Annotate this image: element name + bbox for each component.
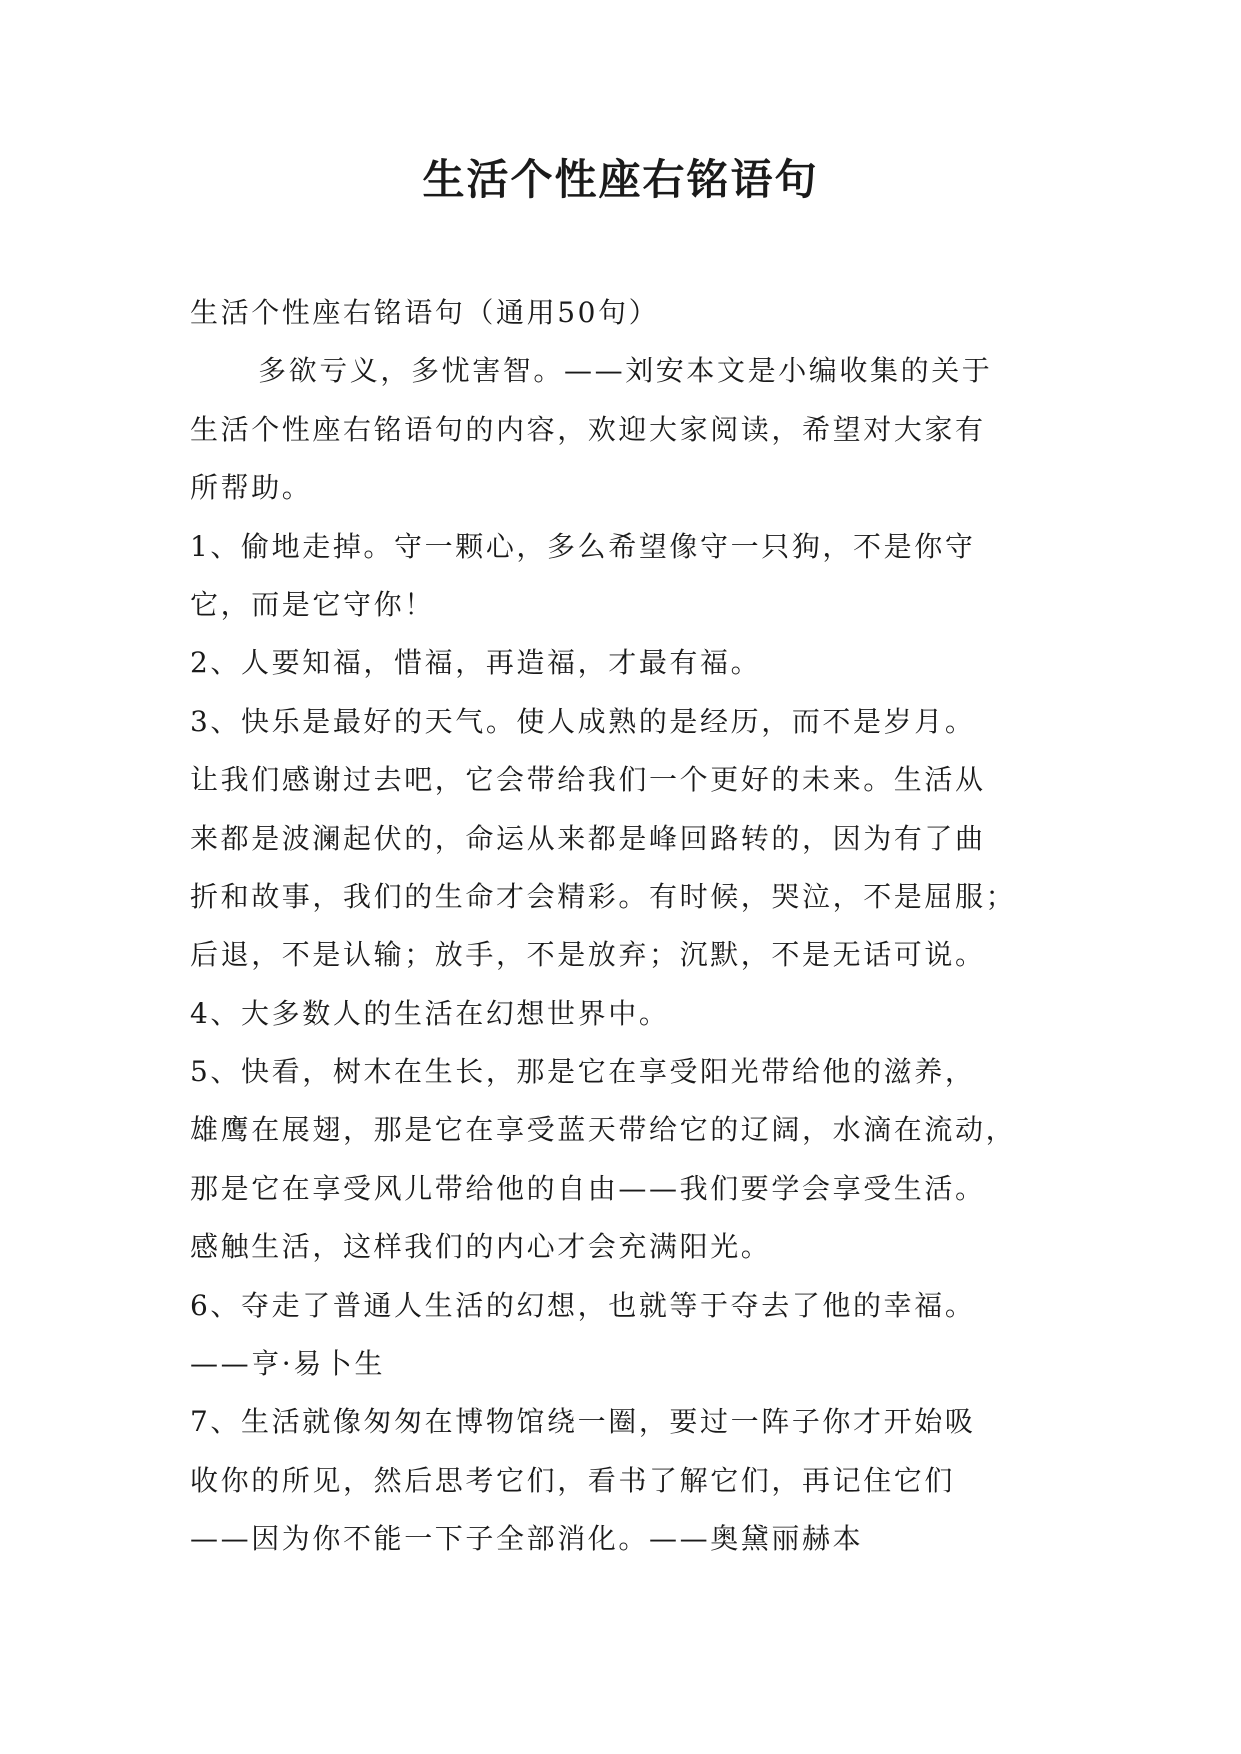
paragraph-line: 生活个性座右铭语句的内容，欢迎大家阅读，希望对大家有 [190, 412, 986, 446]
quote-line: 让我们感谢过去吧，它会带给我们一个更好的未来。生活从 [190, 763, 986, 797]
quote-line: 折和故事，我们的生命才会精彩。有时候，哭泣，不是屈服； [190, 879, 1017, 913]
quote-line: 那是它在享受风儿带给他的自由——我们要学会享受生活。 [190, 1171, 986, 1205]
quote-line: 6、夺走了普通人生活的幻想，也就等于夺去了他的幸福。 [190, 1288, 976, 1322]
paragraph-line: 所帮助。 [190, 471, 313, 505]
quote-line: ——亨·易卜生 [190, 1347, 386, 1381]
quote-line: 收你的所见，然后思考它们，看书了解它们，再记住它们 [190, 1463, 956, 1497]
document-body [190, 284, 1070, 1569]
quote-line: 来都是波澜起伏的，命运从来都是峰回路转的，因为有了曲 [190, 821, 986, 855]
quote-line: 感触生活，这样我们的内心才会充满阳光。 [190, 1230, 772, 1264]
document-title: 生活个性座右铭语句 [422, 155, 819, 204]
quote-line: 4、大多数人的生活在幻想世界中。 [190, 996, 670, 1030]
quote-line: 5、快看，树木在生长，那是它在享受阳光带给他的滋养， [190, 1055, 976, 1089]
quote-line: 它，而是它守你！ [190, 587, 435, 621]
quote-line: 7、生活就像匆匆在博物馆绕一圈，要过一阵子你才开始吸 [190, 1405, 976, 1439]
paragraph-line: 多欲亏义，多忧害智。——刘安本文是小编收集的关于 [258, 354, 993, 388]
quote-line: 2、人要知福，惜福，再造福，才最有福。 [190, 646, 762, 680]
quote-line: 3、快乐是最好的天气。使人成熟的是经历，而不是岁月。 [190, 704, 976, 738]
quote-line: 后退，不是认输；放手，不是放弃；沉默，不是无话可说。 [190, 938, 986, 972]
quote-line: ——因为你不能一下子全部消化。——奥黛丽赫本 [190, 1522, 864, 1556]
quote-line: 雄鹰在展翅，那是它在享受蓝天带给它的辽阔，水滴在流动， [190, 1113, 1017, 1147]
subtitle-line: 生活个性座右铭语句（通用50句） [190, 296, 660, 329]
quote-line: 1、偷地走掉。守一颗心，多么希望像守一只狗，不是你守 [190, 529, 976, 563]
